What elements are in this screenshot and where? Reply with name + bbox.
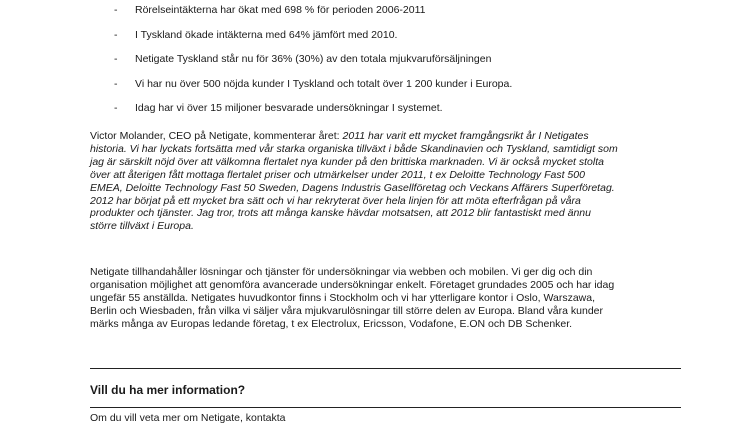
quote-line: 2012 har börjat på ett mycket bra sätt och vi har rekryterat över hela linjen för att möta efterfrågan på våra	[90, 194, 581, 207]
bullet-marker: -	[114, 28, 118, 41]
quote-speaker: Victor Molander, CEO på Netigate, kommenterar året:	[90, 130, 343, 142]
bullet-text: I Tyskland ökade intäkterna med 64% jämfört med 2010.	[135, 28, 398, 41]
section-divider-top	[90, 368, 681, 369]
about-line: Netigate tillhandahåller lösningar och tjänster för undersökningar via webben och mobilen. Vi ger dig och din	[90, 266, 593, 278]
quote-line: jag är särskilt nöjd över att välkomna flertalet nya kunder på den brittiska marknaden. Vi är också mycket stolta	[90, 155, 604, 168]
about-line: märks många av Europas ledande företag, t ex Electrolux, Ericsson, Vodafone, E.ON och DB Schenker.	[90, 317, 573, 330]
quote-first-line	[90, 130, 690, 143]
quote-line: historia. Vi har lyckats fortsätta med vår starka organiska tillväxt i både Skandinavien och Tyskland, samtidigt som	[90, 142, 618, 155]
about-company-paragraph	[90, 266, 690, 331]
bullet-marker: -	[114, 77, 118, 90]
about-line: ungefär 55 anställda. Netigates huvudkontor finns i Stockholm och vi har ytterligare kontor i Oslo, Warszawa,	[90, 291, 596, 304]
bullet-marker: -	[114, 53, 118, 65]
bullet-text: Idag har vi över 15 miljoner besvarade undersökningar I systemet.	[135, 102, 443, 114]
bullet-text: Rörelseintäkterna har ökat med 698 % för perioden 2006-2011	[135, 4, 426, 16]
quote-line: större tillväxt i Europa.	[90, 220, 194, 233]
quote-line: produkter och tjänster. Jag tror, trots att många kanske hävdar motsatsen, att 2012 blir fantastiskt med ännu	[90, 207, 591, 220]
bullet-marker: -	[114, 102, 118, 114]
section-heading: Vill du ha mer information?	[90, 383, 246, 397]
bullet-text: Netigate Tyskland står nu för 36% (30%) av den totala mjukvaruförsäljningen	[135, 53, 492, 65]
about-line: organisation möjlighet att genomföra avancerade undersökningar enkelt. Företaget grundades 2005 och har idag	[90, 278, 615, 291]
contact-line-partial: Om du vill veta mer om Netigate, kontakta	[90, 412, 286, 424]
quote-text: 2011 har varit ett mycket framgångsrikt år I Netigates	[342, 130, 589, 142]
section-divider-bottom	[90, 407, 681, 408]
about-line: Berlin och Wiesbaden, från vilka vi säljer våra mjukvarulösningar till större delen av Europa. Bland våra kunder	[90, 304, 603, 317]
bullet-marker: -	[114, 4, 118, 16]
quote-line: EMEA, Deloitte Technology Fast 50 Sweden, Dagens Industris Gasellföretag och Veckans Affärers Superföretag.	[90, 181, 615, 194]
bullet-text: Vi har nu över 500 nöjda kunder I Tyskland och totalt över 1 200 kunder i Europa.	[135, 77, 513, 90]
quote-line: över att återigen fått mottaga flertalet priser och utmärkelser under 2011, t ex Deloitte Technology Fast 500	[90, 168, 585, 181]
ceo-quote-paragraph	[90, 130, 690, 233]
